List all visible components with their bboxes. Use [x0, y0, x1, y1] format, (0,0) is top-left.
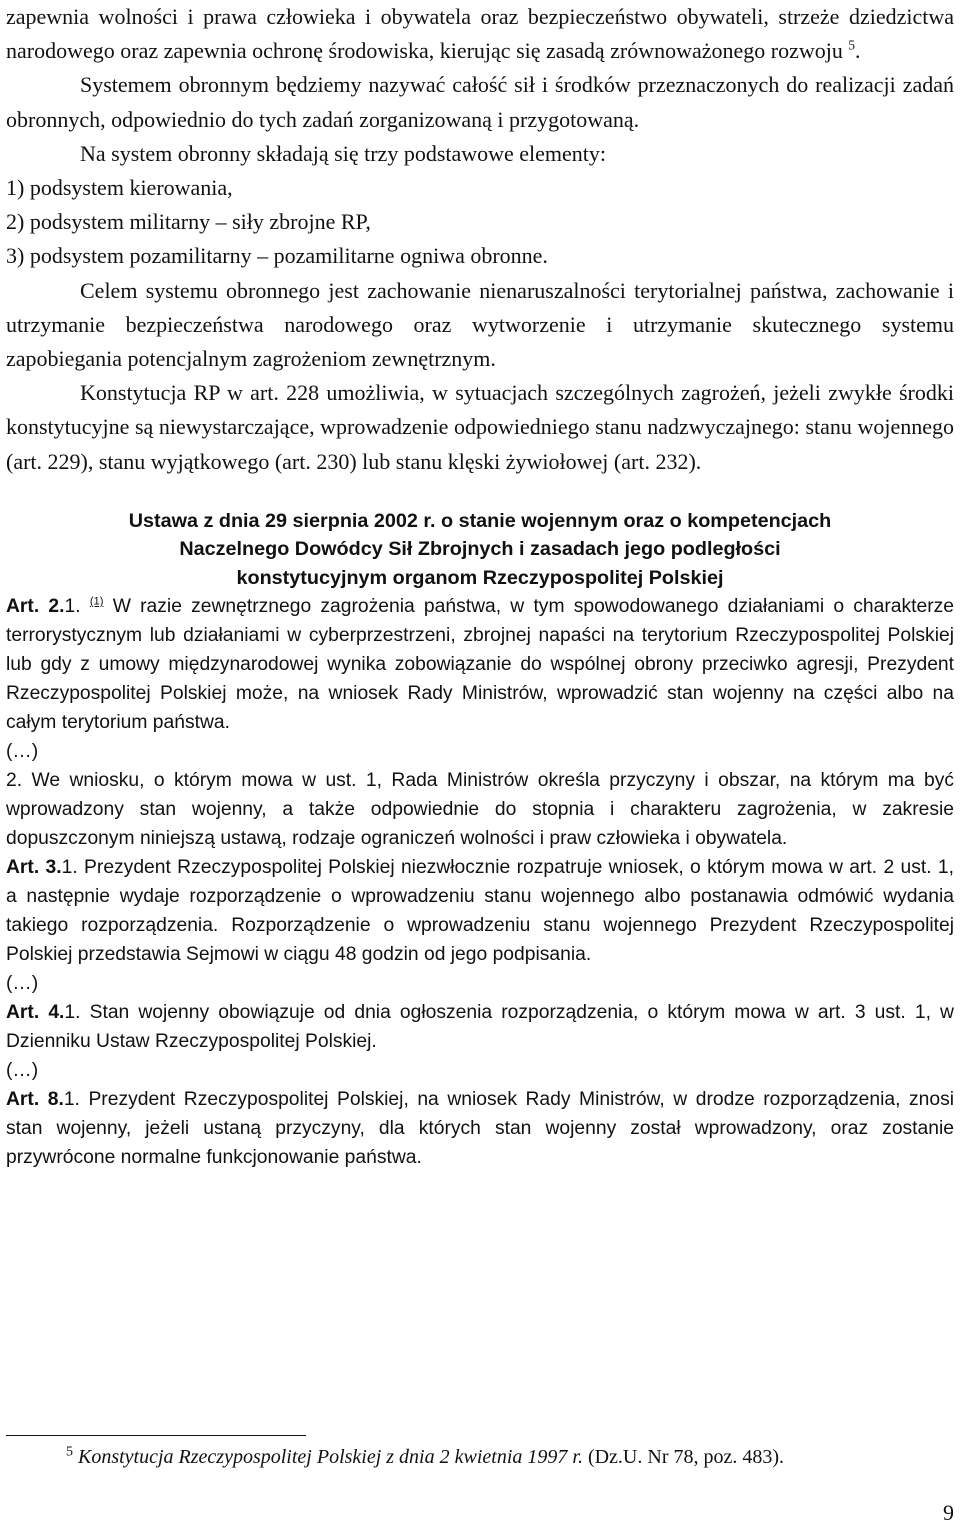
- article-2-paragraph-2: 2. We wniosku, o którym mowa w ust. 1, Rada Ministrów określa przyczyny i obszar, na którym ma być wprowadzony stan wojenny, a także odpowiednie do stopnia i charakteru zagrożenia, w zakresie dopuszczonym niniejszą ustawą, rodzaje ograniczeń wolności i praw człowieka i obywatela.: [6, 770, 954, 850]
- section-spacer: [6, 479, 954, 507]
- article-8: [6, 1085, 954, 1172]
- omission-marker: (…): [6, 973, 39, 995]
- act-articles: [6, 592, 954, 1172]
- document-page: [6, 0, 954, 1525]
- paragraph-text: zapewnia wolności i prawa człowieka i obywatela oraz bezpieczeństwo obywateli, strzeże dziedzictwa narodowego oraz zapewnia ochronę środowiska, kierując się zasadą zrównoważonego rozwoju: [6, 4, 954, 64]
- article-text: 1. Stan wojenny obowiązuje od dnia ogłoszenia rozporządzenia, o którym mowa w art. 3 ust. 1, w Dzienniku Ustaw Rzeczypospolitej Polskiej.: [6, 1002, 954, 1053]
- footnote-source: (Dz.U. Nr 78, poz. 483).: [587, 1446, 785, 1468]
- act-title-line: Ustawa z dnia 29 sierpnia 2002 r. o stanie wojennym oraz o kompetencjach: [128, 509, 832, 532]
- article-text: 1. Prezydent Rzeczypospolitej Polskiej niezwłocznie rozpatruje wniosek, o którym mowa w art. 2 ust. 1, a następnie wydaje rozporządzenie o wprowadzeniu stanu wojennego albo postanawia odmówić wydania takiego rozporządzenia. Rozporządzenie o wprowadzeniu stanu wojennego Prezydent Rzeczypospolitej Polskiej przedstawia Sejmowi w ciągu 48 godzin od jego podpisania.: [6, 857, 954, 966]
- footnote: [66, 1444, 954, 1470]
- act-title-line: Naczelnego Dowódcy Sił Zbrojnych i zasadach jego podległości: [179, 538, 781, 561]
- paragraph-constitution-duties: [6, 0, 954, 68]
- article-4: [6, 998, 954, 1056]
- list-item: 1) podsystem kierowania,: [6, 175, 233, 201]
- article-2-paragraph-1: [6, 592, 954, 737]
- body-text: [6, 0, 954, 479]
- footnote-reference: 5: [848, 37, 855, 53]
- article-text: W razie zewnętrznego zagrożenia państwa, w tym spowodowanego działaniami o charakterze terrorystycznym lub działaniami w cyberprzestrzeni, zbrojnej napaści na terytorium Rzeczypospolitej Polskiej lub gdy z umowy międzynarodowej wynika zobowiązanie do wspólnej obrony przeciwko agresji, Prezydent Rzeczypospolitej Polskiej może, na wniosek Rady Ministrów, wprowadzić stan wojenny na części albo na całym terytorium państwa.: [6, 596, 954, 734]
- article-text: 1. Prezydent Rzeczypospolitej Polskiej, na wniosek Rady Ministrów, w drodze rozporządzenia, znosi stan wojenny, jeżeli ustaną przyczyny, dla których stan wojenny został wprowadzony, oraz zostanie przywrócone normalne funkcjonowanie państwa.: [6, 1089, 954, 1169]
- article-paragraph-number: 1.: [64, 596, 81, 618]
- paragraph-defense-system-elements: Na system obronny składają się trzy podstawowe elementy:: [80, 140, 607, 166]
- page-number: 9: [943, 1500, 954, 1525]
- footnote-title: Konstytucja Rzeczypospolitej Polskiej z dnia 2 kwietnia 1997 r.: [78, 1446, 583, 1468]
- amendment-reference: (1): [89, 595, 104, 608]
- paragraph-text-end: .: [854, 38, 861, 64]
- act-title: [6, 507, 954, 593]
- act-title-line: konstytucyjnym organom Rzeczypospolitej Polskiej: [236, 566, 724, 589]
- article-3: [6, 853, 954, 969]
- article-label: Art. 4.: [6, 1002, 65, 1024]
- omission-marker: (…): [6, 1060, 39, 1082]
- list-item: 2) podsystem militarny – siły zbrojne RP,: [6, 209, 371, 235]
- article-label: Art. 2.: [6, 596, 65, 618]
- article-label: Art. 8.: [6, 1089, 64, 1111]
- paragraph-defense-system-goal: Celem systemu obronnego jest zachowanie nienaruszalności terytorialnej państwa, zachowanie i utrzymanie bezpieczeństwa narodowego oraz wytworzenie i utrzymanie skutecznego systemu zapobiegania potencjalnym zagrożeniom zewnętrznym.: [6, 277, 954, 372]
- omission-marker: (…): [6, 741, 39, 763]
- paragraph-constitution-art-228: Konstytucja RP w art. 228 umożliwia, w sytuacjach szczególnych zagrożeń, jeżeli zwykłe środki konstytucyjne są niewystarczające, wprowadzenie odpowiedniego stanu nadzwyczajnego: stanu wojennego (art. 229), stanu wyjątkowego (art. 230) lub stanu klęski żywiołowej (art. 232).: [6, 380, 954, 474]
- footnote-separator: [6, 1435, 306, 1436]
- article-label: Art. 3.: [6, 857, 62, 879]
- footnote-number: 5: [66, 1444, 73, 1460]
- list-item: 3) podsystem pozamilitarny – pozamilitarne ogniwa obronne.: [6, 243, 548, 269]
- paragraph-defense-system-definition: Systemem obronnym będziemy nazywać całość sił i środków przeznaczonych do realizacji zadań obronnych, odpowiednio do tych zadań zorganizowaną i przygotowaną.: [6, 72, 954, 132]
